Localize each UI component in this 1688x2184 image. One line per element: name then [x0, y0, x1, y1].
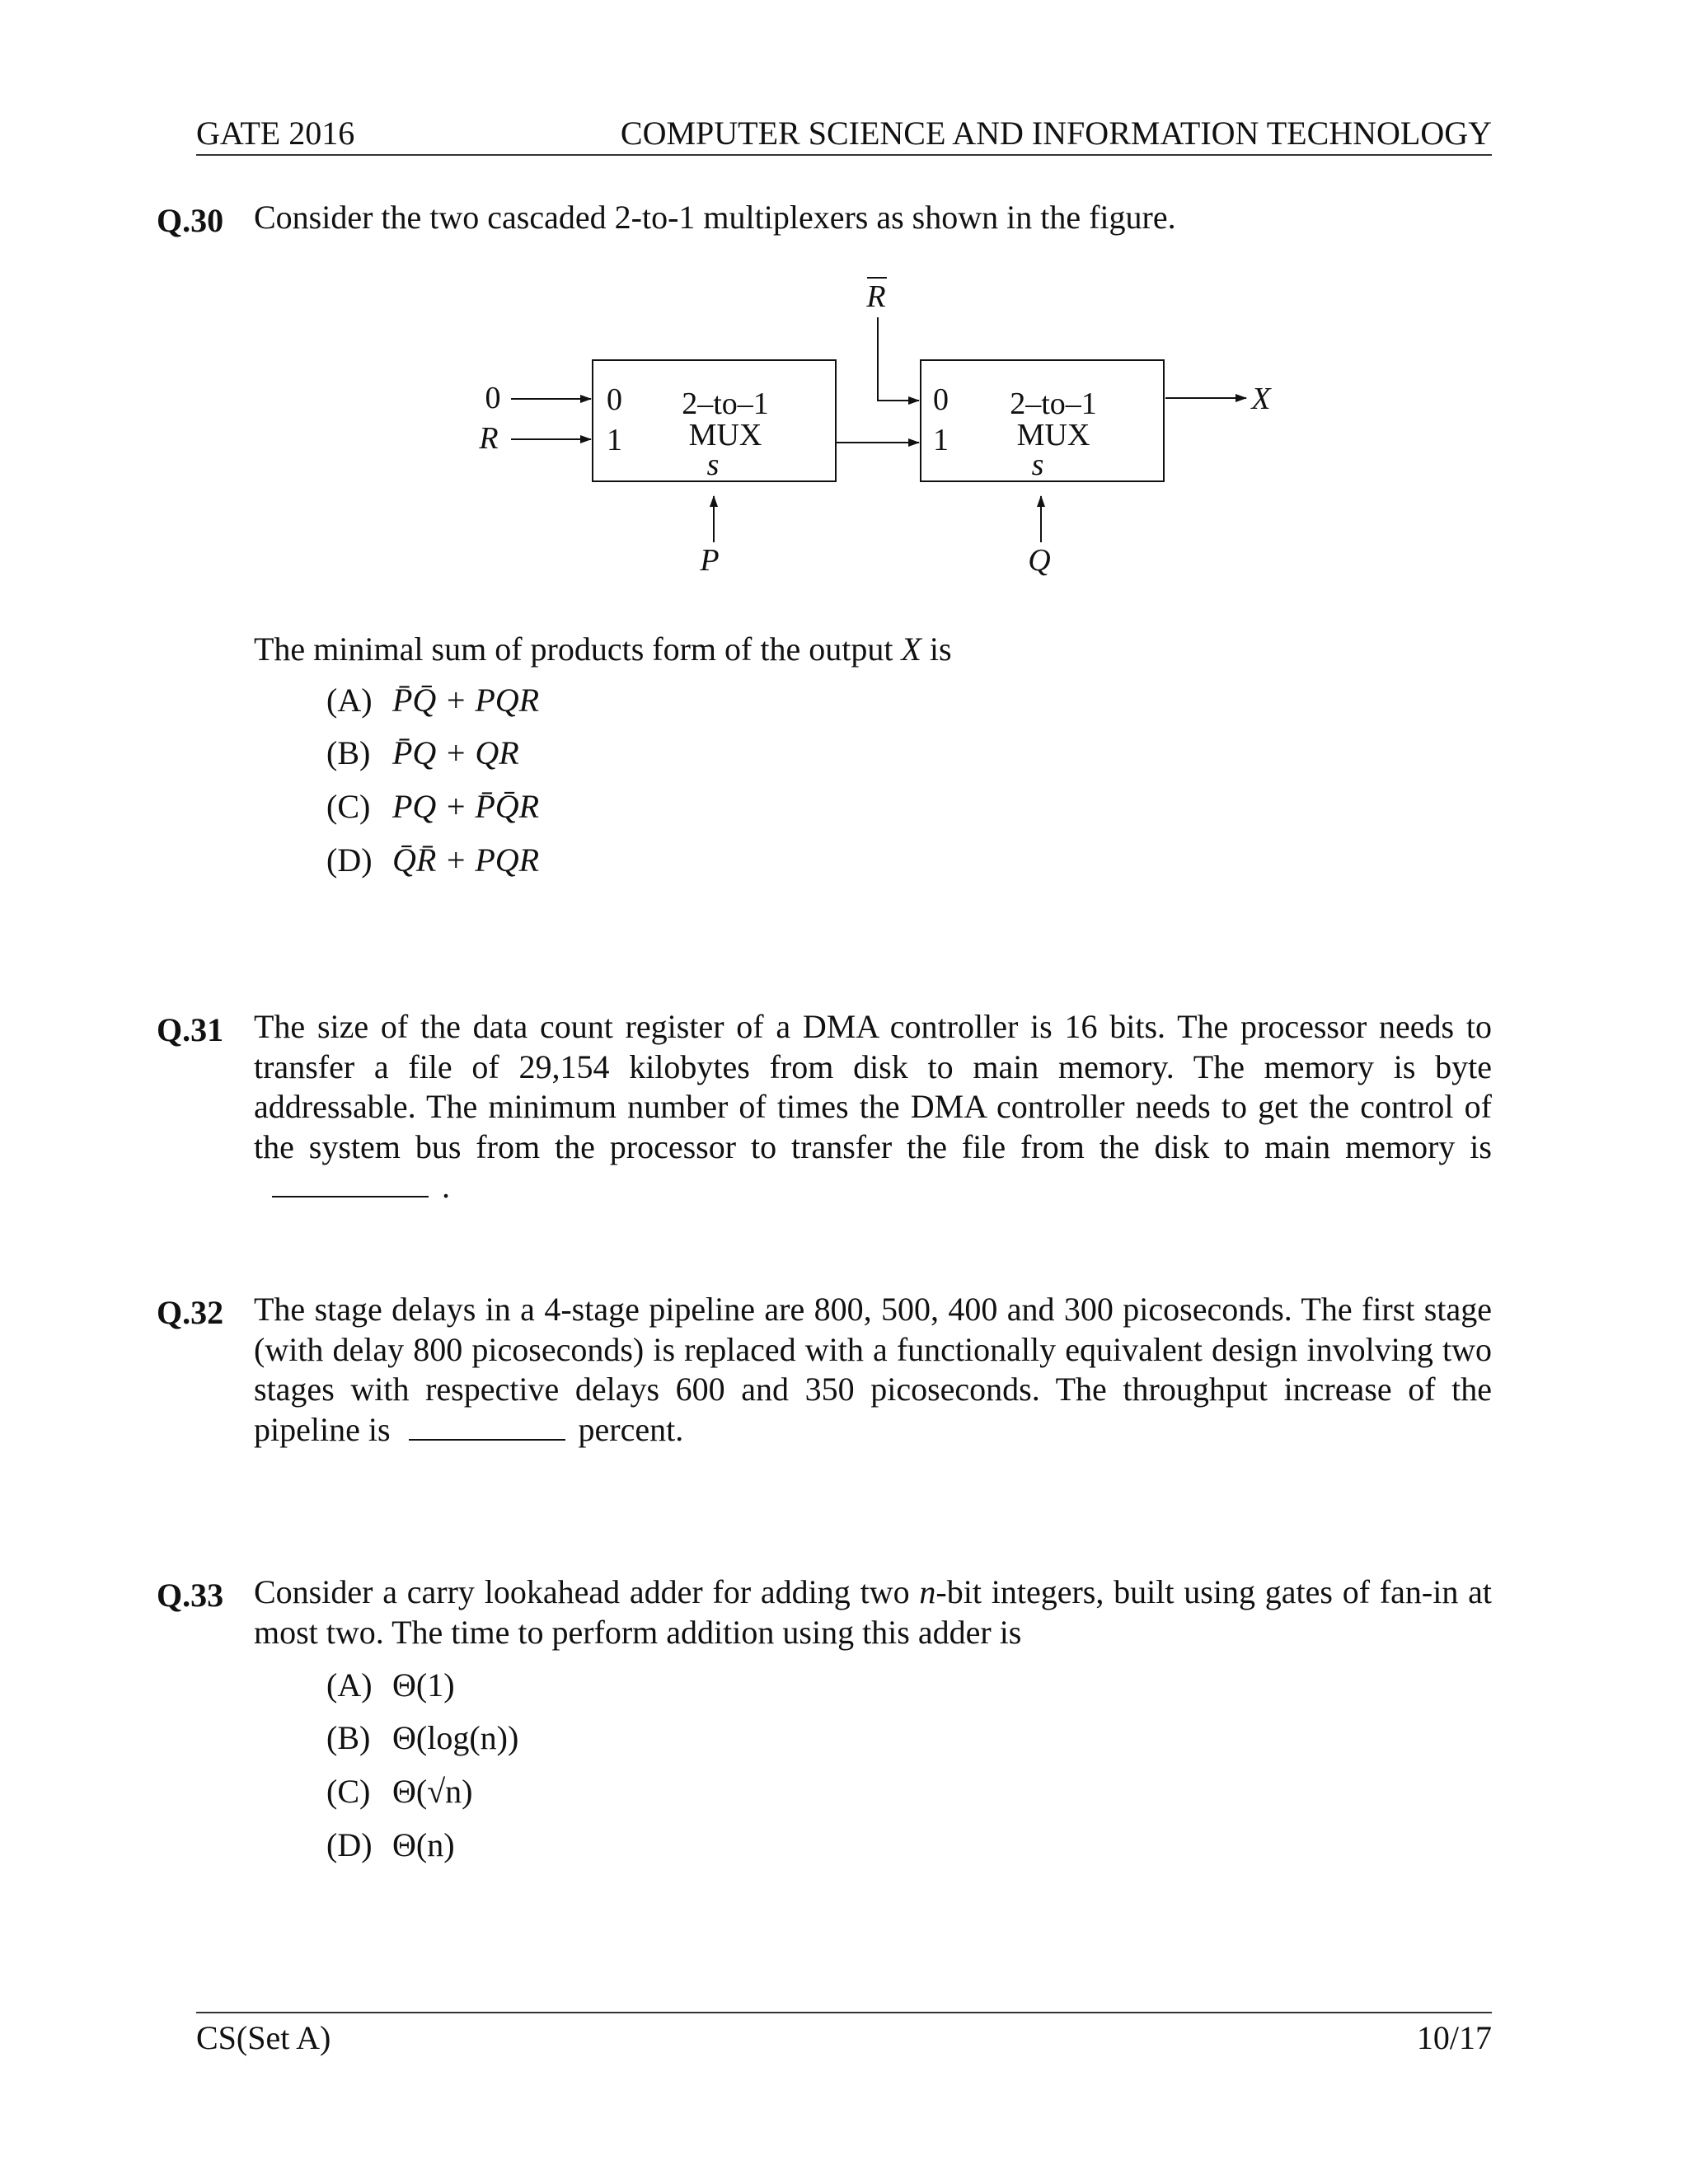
mux2-port0: 0 [933, 382, 949, 417]
q30-option-d[interactable]: (D) Q̄R̄ + PQR [326, 841, 540, 879]
input-zero-label: 0 [485, 381, 501, 415]
q32-answer-blank[interactable] [409, 1413, 565, 1441]
q30-option-a[interactable]: (A) P̄Q̄ + PQR [326, 682, 540, 719]
footer-page-number: 10/17 [1416, 2019, 1492, 2056]
q32-text: The stage delays in a 4-stage pipeline are 800, 500, 400 and 300 picoseconds. The first stage (with delay 800 picoseconds) is replaced with a functionally equivalent design involving two stages with respective delays 600 and 350 picoseconds. The throughput increase of the pipeline is percent. [254, 1291, 1492, 1448]
q33-option-c[interactable]: (C) Θ(√n) [326, 1773, 473, 1810]
rbar-wire [878, 317, 919, 401]
mux-circuit-diagram [0, 0, 1688, 593]
mux1-port0: 0 [607, 382, 622, 417]
q30-option-b[interactable]: (B) P̄Q + QR [326, 734, 519, 771]
footer-set-label: CS(Set A) [196, 2019, 331, 2056]
q33-option-b[interactable]: (B) Θ(log(n)) [326, 1719, 519, 1756]
input-r-label: R [479, 421, 499, 456]
q30-option-c[interactable]: (C) PQ + P̄Q̄R [326, 788, 540, 825]
question-number-31: Q.31 [157, 1011, 224, 1048]
mux2-mux-label: MUX [1016, 418, 1090, 452]
mux2-title: 2–to–1 [1010, 387, 1097, 421]
footer-rule [196, 2012, 1492, 2013]
q33-option-a[interactable]: (A) Θ(1) [326, 1666, 455, 1704]
question-number-32: Q.32 [157, 1294, 224, 1331]
q33-text: Consider a carry lookahead adder for adding two n-bit integers, built using gates of fan-in at most two. The time to perform addition using this adder is [254, 1573, 1493, 1651]
mux1-mux-label: MUX [688, 418, 762, 452]
mux2-port1: 1 [933, 423, 949, 457]
mux1-select-label: s [706, 448, 720, 482]
q30-question: The minimal sum of products form of the output X is [254, 630, 952, 668]
mux1-title: 2–to–1 [682, 387, 769, 421]
mux1-port1: 1 [607, 423, 622, 457]
q33-option-d[interactable]: (D) Θ(n) [326, 1826, 455, 1863]
rbar-input-label: R [866, 279, 886, 314]
mux2-select-label: s [1031, 448, 1044, 482]
question-number-33: Q.33 [157, 1577, 224, 1614]
output-x-label: X [1251, 382, 1271, 416]
q31-text: The size of the data count register of a DMA controller is 16 bits. The processor needs to transfer a file of 29,154 kilobytes from disk to main memory. The memory is byte addressable. The minimum number of times the DMA controller needs to get the control of the system bus from the processor to transfer the file from the disk to main memory is. [254, 1008, 1492, 1205]
q31-answer-blank[interactable] [272, 1169, 429, 1197]
mux1-select-input-p: P [700, 543, 720, 578]
mux2-select-input-q: Q [1028, 543, 1051, 578]
header-subject: COMPUTER SCIENCE AND INFORMATION TECHNOLOGY [620, 115, 1492, 152]
question-number-30: Q.30 [157, 202, 224, 239]
header-exam-title: GATE 2016 [196, 115, 355, 152]
q30-prompt: Consider the two cascaded 2-to-1 multiplexers as shown in the figure. [254, 199, 1176, 236]
